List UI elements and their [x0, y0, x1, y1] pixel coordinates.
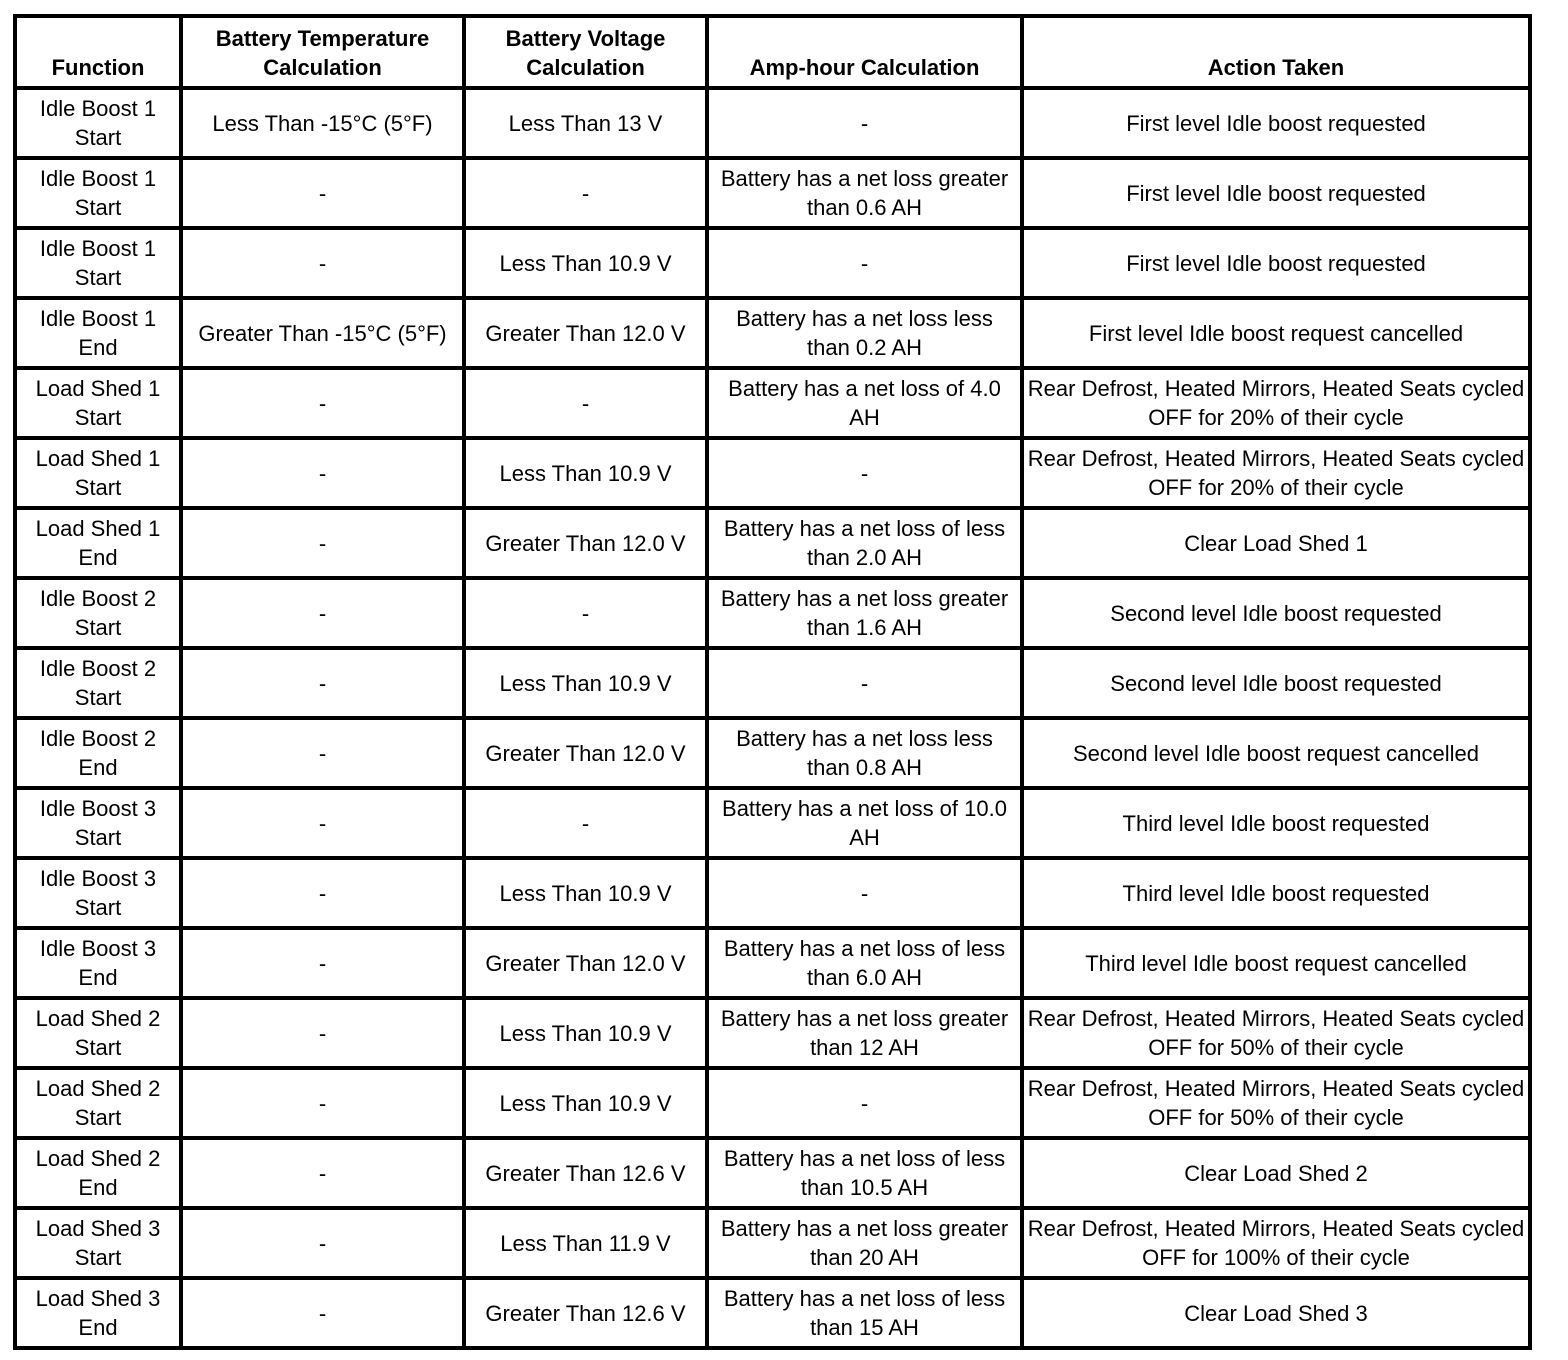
cell-function: Load Shed 2 Start	[15, 1068, 181, 1138]
cell-voltage: Less Than 10.9 V	[464, 648, 707, 718]
cell-function: Load Shed 2 Start	[15, 998, 181, 1068]
table-row	[15, 1278, 1530, 1348]
cell-action: Clear Load Shed 1	[1022, 508, 1530, 578]
cell-function: Load Shed 3 End	[15, 1278, 181, 1348]
cell-amp-hour: Battery has a net loss less than 0.8 AH	[707, 718, 1022, 788]
cell-function: Idle Boost 1 End	[15, 298, 181, 368]
table-row	[15, 508, 1530, 578]
cell-function: Idle Boost 2 Start	[15, 578, 181, 648]
cell-temperature: -	[181, 648, 464, 718]
cell-amp-hour: Battery has a net loss of less than 2.0 AH	[707, 508, 1022, 578]
table-body	[15, 88, 1530, 1348]
cell-voltage: Less Than 11.9 V	[464, 1208, 707, 1278]
cell-voltage: Less Than 10.9 V	[464, 228, 707, 298]
cell-temperature: Less Than -15°C (5°F)	[181, 88, 464, 158]
cell-amp-hour: Battery has a net loss greater than 12 AH	[707, 998, 1022, 1068]
table-row	[15, 1138, 1530, 1208]
cell-function: Idle Boost 1 Start	[15, 158, 181, 228]
table-row	[15, 928, 1530, 998]
cell-function: Idle Boost 2 End	[15, 718, 181, 788]
table-row	[15, 228, 1530, 298]
cell-action: Second level Idle boost request cancelled	[1022, 718, 1530, 788]
cell-action: Third level Idle boost requested	[1022, 788, 1530, 858]
cell-amp-hour: -	[707, 88, 1022, 158]
table-row	[15, 998, 1530, 1068]
cell-temperature: -	[181, 1138, 464, 1208]
cell-amp-hour: Battery has a net loss greater than 1.6 AH	[707, 578, 1022, 648]
cell-temperature: -	[181, 508, 464, 578]
cell-voltage: Greater Than 12.0 V	[464, 928, 707, 998]
cell-function: Idle Boost 2 Start	[15, 648, 181, 718]
header-battery-voltage: Battery Voltage Calculation	[464, 16, 707, 88]
cell-amp-hour: Battery has a net loss of 10.0 AH	[707, 788, 1022, 858]
battery-management-table	[13, 14, 1532, 1350]
cell-amp-hour: -	[707, 648, 1022, 718]
cell-temperature: -	[181, 158, 464, 228]
header-amp-hour: Amp-hour Calculation	[707, 16, 1022, 88]
table-row	[15, 88, 1530, 158]
cell-amp-hour: Battery has a net loss of 4.0 AH	[707, 368, 1022, 438]
cell-voltage: Less Than 10.9 V	[464, 998, 707, 1068]
table-row	[15, 368, 1530, 438]
header-action-taken: Action Taken	[1022, 16, 1530, 88]
cell-voltage: Greater Than 12.0 V	[464, 298, 707, 368]
cell-voltage: -	[464, 158, 707, 228]
cell-voltage: -	[464, 368, 707, 438]
cell-function: Load Shed 2 End	[15, 1138, 181, 1208]
cell-function: Idle Boost 3 End	[15, 928, 181, 998]
cell-amp-hour: Battery has a net loss greater than 0.6 AH	[707, 158, 1022, 228]
table-header-row	[15, 16, 1530, 88]
cell-amp-hour: Battery has a net loss less than 0.2 AH	[707, 298, 1022, 368]
cell-temperature: -	[181, 578, 464, 648]
cell-temperature: -	[181, 1278, 464, 1348]
cell-function: Load Shed 1 End	[15, 508, 181, 578]
table-row	[15, 1208, 1530, 1278]
cell-amp-hour: Battery has a net loss of less than 10.5 AH	[707, 1138, 1022, 1208]
cell-temperature: Greater Than -15°C (5°F)	[181, 298, 464, 368]
cell-function: Load Shed 1 Start	[15, 368, 181, 438]
cell-action: Rear Defrost, Heated Mirrors, Heated Seats cycled OFF for 50% of their cycle	[1022, 998, 1530, 1068]
cell-action: Second level Idle boost requested	[1022, 648, 1530, 718]
cell-temperature: -	[181, 1068, 464, 1138]
cell-function: Load Shed 3 Start	[15, 1208, 181, 1278]
cell-action: Rear Defrost, Heated Mirrors, Heated Seats cycled OFF for 50% of their cycle	[1022, 1068, 1530, 1138]
cell-function: Idle Boost 3 Start	[15, 858, 181, 928]
cell-voltage: Greater Than 12.6 V	[464, 1138, 707, 1208]
cell-amp-hour: -	[707, 228, 1022, 298]
cell-voltage: Greater Than 12.6 V	[464, 1278, 707, 1348]
table-row	[15, 648, 1530, 718]
cell-action: First level Idle boost requested	[1022, 158, 1530, 228]
cell-action: Third level Idle boost requested	[1022, 858, 1530, 928]
cell-action: Rear Defrost, Heated Mirrors, Heated Seats cycled OFF for 20% of their cycle	[1022, 438, 1530, 508]
cell-temperature: -	[181, 788, 464, 858]
cell-temperature: -	[181, 858, 464, 928]
cell-voltage: -	[464, 578, 707, 648]
cell-voltage: Less Than 13 V	[464, 88, 707, 158]
cell-voltage: Greater Than 12.0 V	[464, 508, 707, 578]
cell-action: Rear Defrost, Heated Mirrors, Heated Seats cycled OFF for 100% of their cycle	[1022, 1208, 1530, 1278]
cell-voltage: Greater Than 12.0 V	[464, 718, 707, 788]
cell-function: Idle Boost 1 Start	[15, 88, 181, 158]
table-row	[15, 158, 1530, 228]
cell-temperature: -	[181, 718, 464, 788]
cell-action: Rear Defrost, Heated Mirrors, Heated Seats cycled OFF for 20% of their cycle	[1022, 368, 1530, 438]
cell-action: Clear Load Shed 2	[1022, 1138, 1530, 1208]
cell-voltage: -	[464, 788, 707, 858]
cell-voltage: Less Than 10.9 V	[464, 1068, 707, 1138]
cell-temperature: -	[181, 1208, 464, 1278]
header-battery-temperature: Battery Temperature Calculation	[181, 16, 464, 88]
cell-function: Load Shed 1 Start	[15, 438, 181, 508]
cell-action: First level Idle boost request cancelled	[1022, 298, 1530, 368]
cell-action: Clear Load Shed 3	[1022, 1278, 1530, 1348]
header-function: Function	[15, 16, 181, 88]
cell-amp-hour: Battery has a net loss of less than 15 AH	[707, 1278, 1022, 1348]
table-row	[15, 298, 1530, 368]
cell-temperature: -	[181, 438, 464, 508]
table-row	[15, 718, 1530, 788]
cell-voltage: Less Than 10.9 V	[464, 858, 707, 928]
cell-action: First level Idle boost requested	[1022, 88, 1530, 158]
cell-action: Second level Idle boost requested	[1022, 578, 1530, 648]
table-row	[15, 788, 1530, 858]
cell-function: Idle Boost 1 Start	[15, 228, 181, 298]
cell-temperature: -	[181, 368, 464, 438]
cell-temperature: -	[181, 928, 464, 998]
cell-function: Idle Boost 3 Start	[15, 788, 181, 858]
table-row	[15, 438, 1530, 508]
cell-action: First level Idle boost requested	[1022, 228, 1530, 298]
table-row	[15, 858, 1530, 928]
cell-amp-hour: Battery has a net loss greater than 20 AH	[707, 1208, 1022, 1278]
cell-action: Third level Idle boost request cancelled	[1022, 928, 1530, 998]
cell-voltage: Less Than 10.9 V	[464, 438, 707, 508]
cell-temperature: -	[181, 998, 464, 1068]
cell-amp-hour: -	[707, 858, 1022, 928]
cell-amp-hour: -	[707, 438, 1022, 508]
cell-temperature: -	[181, 228, 464, 298]
cell-amp-hour: Battery has a net loss of less than 6.0 AH	[707, 928, 1022, 998]
table-row	[15, 578, 1530, 648]
cell-amp-hour: -	[707, 1068, 1022, 1138]
table-row	[15, 1068, 1530, 1138]
